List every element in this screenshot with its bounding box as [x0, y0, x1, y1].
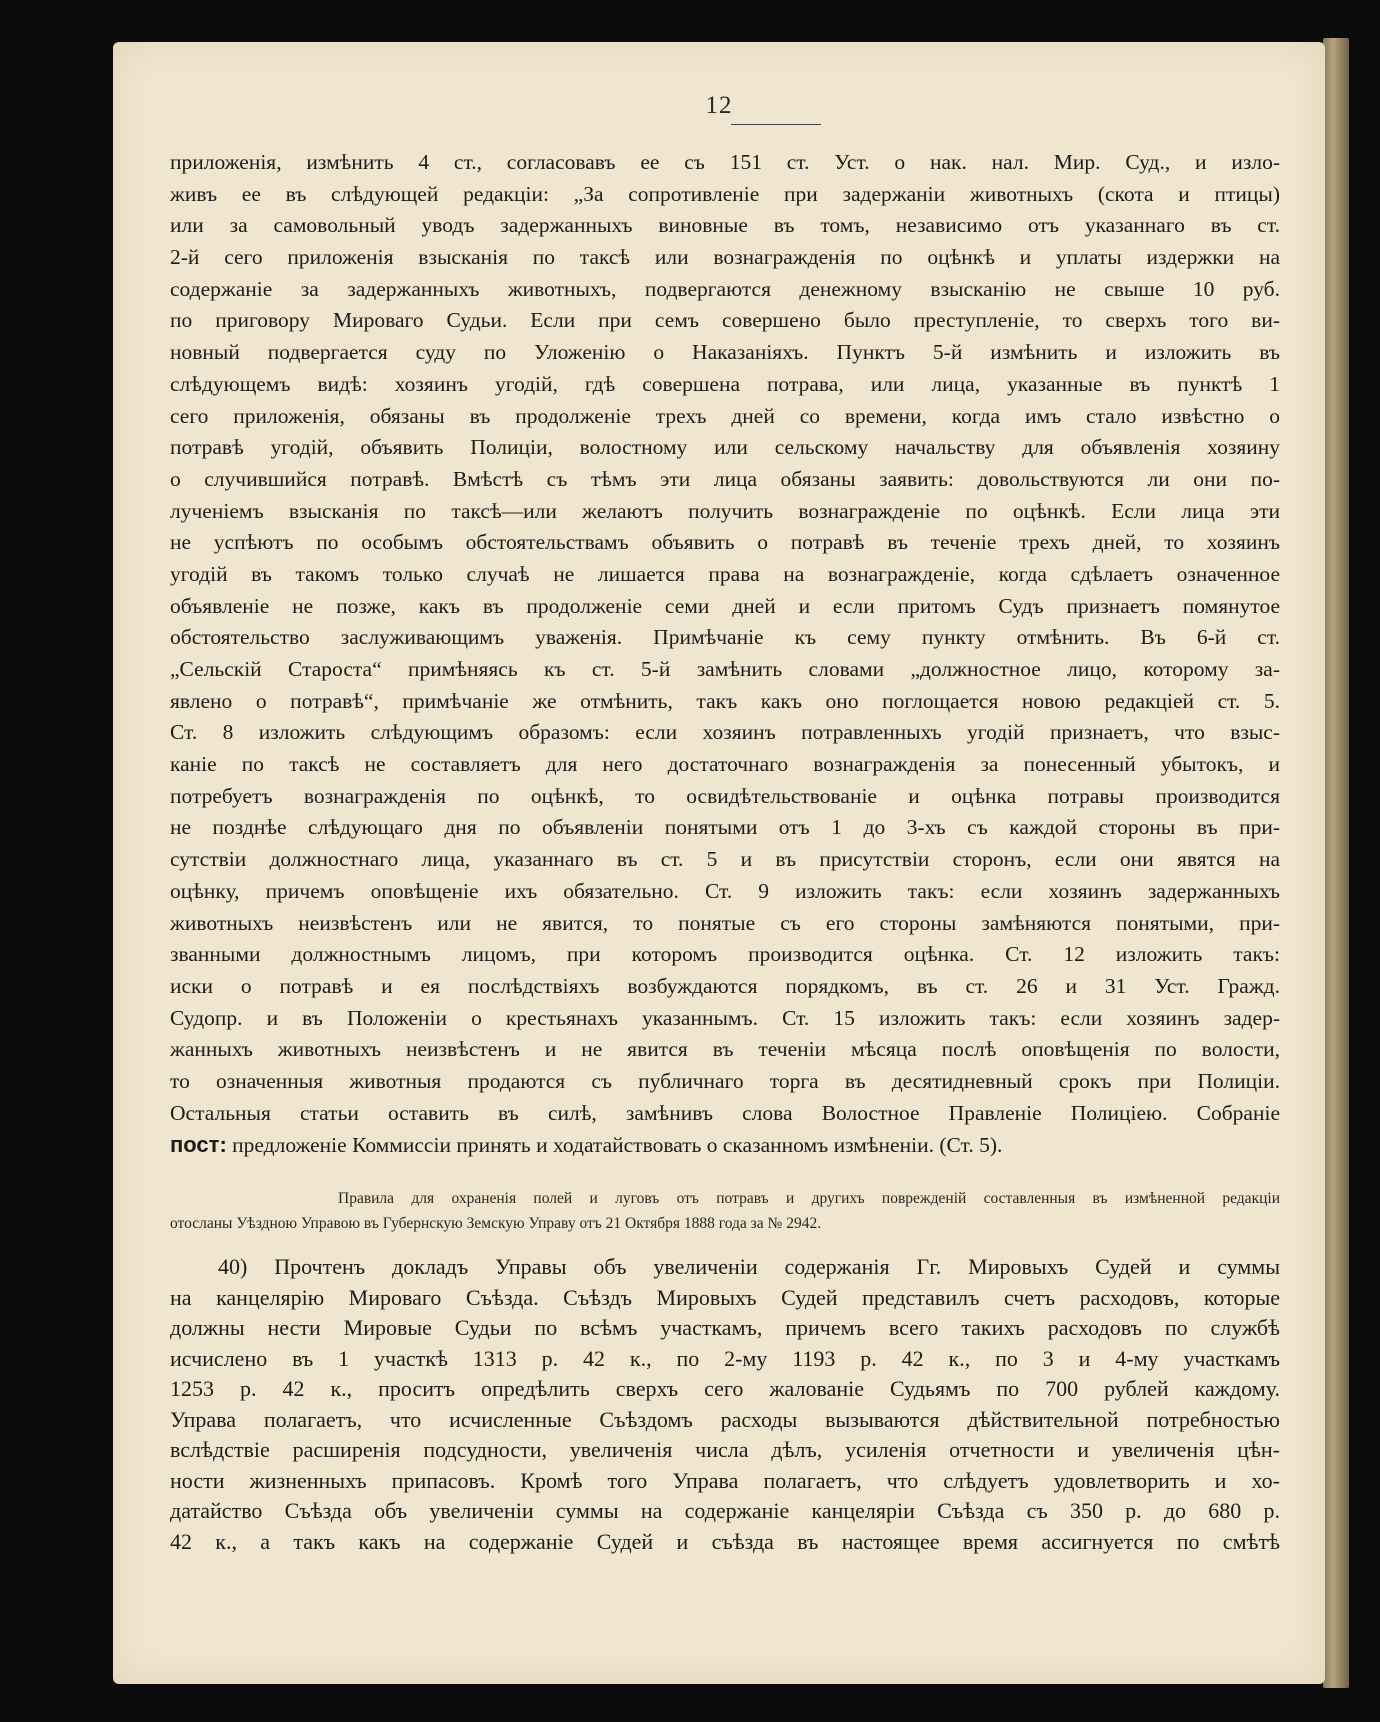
- text-line: жанныхъ животныхъ неизвѣстенъ и не явится въ теченіи мѣсяца послѣ оповѣщенія по волости,: [170, 1037, 1280, 1062]
- text-line: датайство Съѣзда объ увеличеніи суммы на содержаніе канцеляріи Съѣзда съ 350 р. до 680 р.: [170, 1498, 1280, 1523]
- paragraph-main: [170, 147, 1280, 1161]
- text-line: или за самовольный уводъ задержанныхъ виновные въ томъ, независимо отъ указаннаго въ ст.: [170, 213, 1280, 238]
- text-line: иски о потравѣ и ея послѣдствіяхъ возбуждаются порядкомъ, въ ст. 26 и 31 Уст. Гражд.: [170, 973, 1280, 998]
- text-line: обстоятельство заслуживающимъ уваженія. Примѣчаніе къ сему пункту отмѣнить. Въ 6-й ст.: [170, 625, 1280, 650]
- text-line: оцѣнку, причемъ оповѣщеніе ихъ обязательно. Ст. 9 изложить такъ: если хозяинъ задержанныхъ: [170, 878, 1280, 903]
- text-line: „Сельскій Староста“ примѣняясь къ ст. 5-й замѣнить словами „должностное лицо, которому за-: [170, 657, 1280, 681]
- page-edge: [1323, 38, 1349, 1688]
- text-line: лученіемъ взысканія по таксѣ—или желаютъ получить вознагражденіе по оцѣнкѣ. Если лица эти: [170, 498, 1280, 523]
- text-line: каніе по таксѣ не составляетъ для него достаточнаго вознагражденія за понесенный убытокъ, и: [170, 752, 1280, 777]
- note-line: Правила для охраненія полей и луговъ отъ потравъ и другихъ поврежденій составленныя въ измѣненной редакціи: [338, 1190, 1280, 1207]
- text-line: потравѣ угодій, объявить Полиціи, волостному или сельскому начальству для объявленія хозяину: [170, 435, 1280, 460]
- text-line: Ст. 8 изложить слѣдующимъ образомъ: если хозяинъ потравленныхъ угодій признаетъ, что взыс-: [170, 720, 1280, 745]
- text-line: объявленіе не позже, какъ въ продолженіе семи дней и если притомъ Судъ признаетъ помянутое: [170, 593, 1280, 618]
- text-line: на канцелярію Мироваго Съѣзда. Съѣздъ Мировыхъ Судей представилъ счетъ расходовъ, которые: [170, 1284, 1280, 1310]
- text-line: не позднѣе слѣдующаго дня по объявленіи понятыми отъ 1 до 3-хъ съ каждой стороны въ при-: [170, 815, 1280, 840]
- page-number-rule: [731, 124, 821, 125]
- text-line: по приговору Мироваго Судьи. Если при семъ совершено было преступленіе, то сверхъ того ви-: [170, 308, 1280, 333]
- resolution-text: предложеніе Коммиссіи принять и ходатайствовать о сказанномъ измѣненіи. (Ст. 5).: [232, 1133, 1003, 1158]
- text-line: приложенія, измѣнить 4 ст., согласовавъ ее съ 151 ст. Уст. о нак. нал. Мир. Суд., и изло-: [170, 150, 1280, 174]
- text-line: вслѣдствіе расширенія подсудности, увеличенія числа дѣлъ, усиленія отчетности и увеличенія цѣн-: [170, 1437, 1280, 1462]
- text-line: потребуетъ вознагражденія по оцѣнкѣ, то освидѣтельствованіе и оцѣнка потравы производится: [170, 783, 1280, 808]
- page-number: 12: [705, 92, 733, 119]
- text-line: 40) Прочтенъ докладъ Управы объ увеличеніи содержанія Гг. Мировыхъ Судей и суммы: [218, 1254, 1280, 1279]
- resolution-paragraph: [170, 1129, 1280, 1161]
- text-line: 2-й сего приложенія взысканія по таксѣ или вознагражденія по оцѣнкѣ и уплаты издержки на: [170, 245, 1280, 270]
- text-line: содержаніе за задержанныхъ животныхъ, подвергаются денежному взысканію не свыше 10 руб.: [170, 276, 1280, 301]
- text-line: Остальныя статьи оставить въ силѣ, замѣнивъ слова Волостное Правленіе Полиціею. Собраніе: [170, 1100, 1280, 1125]
- text-line: явлено о потравѣ“, примѣчаніе же отмѣнить, такъ какъ оно поглощается новою редакціей ст. 5.: [170, 688, 1280, 713]
- text-line: живъ ее въ слѣдующей редакціи: „За сопротивленіе при задержаніи животныхъ (скота и птицы): [170, 181, 1280, 206]
- text-line: новный подвергается суду по Уложенію о Наказаніяхъ. Пунктъ 5-й измѣнить и изложить въ: [170, 340, 1280, 365]
- text-line: 1253 р. 42 к., проситъ опредѣлить сверхъ сего жалованіе Судьямъ по 700 рублей каждому.: [170, 1376, 1280, 1401]
- text-line: то означенныя животныя продаются съ публичнаго торга въ десятидневный срокъ при Полиціи.: [170, 1068, 1280, 1093]
- resolution-label: пост:: [170, 1132, 227, 1158]
- text-line: сутствіи должностнаго лица, указаннаго въ ст. 5 и въ присутствіи сторонъ, если они явятся на: [170, 847, 1280, 872]
- note-line: отосланы Уѣздною Управою въ Губернскую Земскую Управу отъ 21 Октября 1888 года за № 2942.: [170, 1215, 822, 1232]
- text-line: Управа полагаетъ, что исчисленные Съѣздомъ расходы вызываются дѣйствительной потребностью: [170, 1406, 1280, 1432]
- text-line: сего приложенія, обязаны въ продолженіе трехъ дней со времени, когда имъ стало извѣстно о: [170, 403, 1280, 428]
- text-line: угодій въ такомъ только случаѣ не лишается права на вознагражденіе, когда сдѣлаетъ означенное: [170, 561, 1280, 586]
- text-line: 42 к., а такъ какъ на содержаніе Судей и съѣзда въ настоящее время ассигнуется по смѣтѣ: [170, 1528, 1280, 1554]
- note-text: [170, 1186, 1280, 1236]
- text-line: исчислено въ 1 участкѣ 1313 р. 42 к., по 2-му 1193 р. 42 к., по 3 и 4-му участкамъ: [170, 1345, 1280, 1371]
- text-line: животныхъ неизвѣстенъ или не явится, то понятые съ его стороны замѣняются понятыми, при-: [170, 910, 1280, 935]
- text-line: званными должностнымъ лицомъ, при которомъ производится оцѣнка. Ст. 12 изложить такъ:: [170, 942, 1280, 967]
- text-line: Судопр. и въ Положеніи о крестьянахъ указаннымъ. Ст. 15 изложить такъ: если хозяинъ задер-: [170, 1005, 1280, 1030]
- text-line: ности жизненныхъ припасовъ. Кромѣ того Управа полагаетъ, что слѣдуетъ удовлетворить и хо-: [170, 1467, 1280, 1493]
- text-line: о случившийся потравѣ. Вмѣстѣ съ тѣмъ эти лица обязаны заявить: довольствуются ли они по-: [170, 466, 1280, 491]
- text-line: слѣдующемъ видѣ: хозяинъ угодій, гдѣ совершена потрава, или лица, указанные въ пунктѣ 1: [170, 371, 1280, 396]
- text-line: должны нести Мировые Судьи по всѣмъ участкамъ, причемъ всего такихъ расходовъ по службѣ: [170, 1315, 1280, 1340]
- paragraph-40: [170, 1252, 1280, 1557]
- text-line: не успѣютъ по особымъ обстоятельствамъ объявить о потравѣ въ теченіе трехъ дней, то хозяинъ: [170, 530, 1280, 555]
